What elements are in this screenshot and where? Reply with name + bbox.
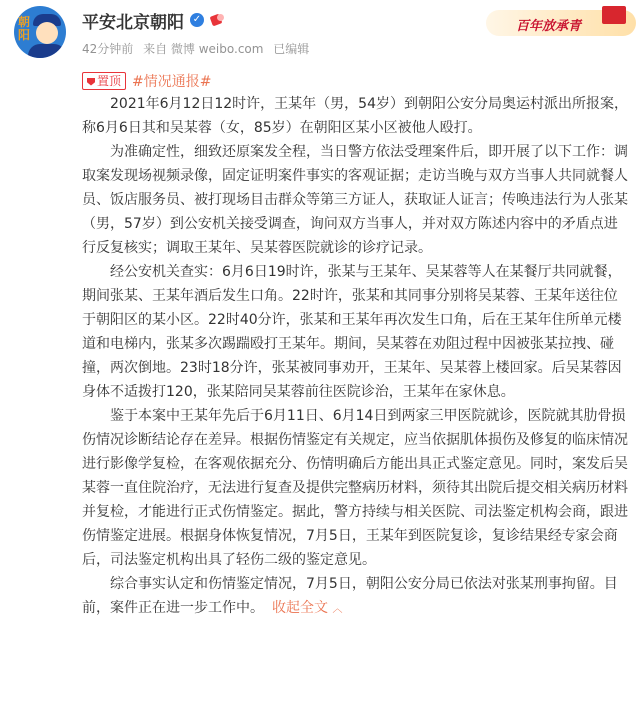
post-tags — [82, 70, 211, 92]
collapse-label[interactable]: 收起全文 — [272, 600, 328, 616]
anniversary-banner — [486, 4, 636, 44]
edited-label[interactable]: 已编辑 — [273, 42, 310, 56]
paragraph-5-text: 综合事实认定和伤情鉴定情况，7月5日，朝阳公安分局已依法对张某刑事拘留。目前，案件正在进一步工作中。 — [82, 576, 618, 616]
banner-text: 百年放承青 — [516, 19, 582, 34]
account-name[interactable]: 平安北京朝阳 — [82, 12, 184, 33]
verified-badge-icon: ✓ — [190, 13, 204, 27]
avatar-face — [36, 22, 58, 44]
chevron-up-icon[interactable]: ︿ — [332, 604, 343, 615]
avatar[interactable] — [14, 6, 66, 58]
paragraph-1: 2021年6月12日12时许，王某年（男，54岁）到朝阳公安分局奥运村派出所报案，称6月6日其和吴某蓉（女，85岁）在朝阳区某小区被他人殴打。 — [82, 96, 628, 136]
account-header — [82, 8, 226, 32]
paragraph-2: 为准确定性，细致还原案发全程，当日警方依法受理案件后，即开展了以下工作：调取案发现场视频录像，固定证明案件事实的客观证据；走访当晚与双方当事人共同就餐人员、饭店服务员、被打现场目击群众等第三方证人，获取证人证言；传唤违法行为人张某（男，57岁）到公安机关接受调查，询问双方当事人，并对双方陈述内容中的矛盾点进行反复核实；调取王某年、吴某蓉医院就诊的诊疗记录。 — [82, 144, 628, 256]
pinned-badge — [82, 72, 126, 90]
avatar-shirt — [28, 44, 66, 58]
collapse-button[interactable] — [272, 600, 342, 616]
post-time[interactable]: 42分钟前 — [82, 42, 134, 56]
paragraph-5 — [82, 572, 630, 622]
vip-badge-icon[interactable] — [210, 13, 226, 27]
pin-icon — [87, 78, 95, 86]
topic-link[interactable]: #情况通报# — [132, 74, 212, 90]
flag-icon — [602, 6, 626, 24]
post-content — [82, 92, 630, 622]
post-meta — [82, 40, 315, 57]
avatar-chars: 朝阳 — [18, 15, 31, 42]
post-source[interactable]: 来自 微博 weibo.com — [143, 42, 264, 56]
paragraph-3: 经公安机关查实：6月6日19时许，张某与王某年、吴某蓉等人在某餐厅共同就餐，期间张某、王某年酒后发生口角。22时许，张某和其同事分别将吴某蓉、王某年送往位于朝阳区的某小区。22时40分许，张某和王某年再次发生口角，后在王某年住所单元楼道和电梯内，张某多次踢踹殴打王某年。期间，吴某蓉在劝阻过程中因被张某拉拽、碰撞，两次倒地。23时18分许，张某被同事劝开，王某年、吴某蓉上楼回家。后吴某蓉因身体不适拨打120，张某陪同吴某蓉前往医院诊治，王某年在家休息。 — [82, 264, 622, 400]
paragraph-4: 鉴于本案中王某年先后于6月11日、6月14日到两家三甲医院就诊，医院就其肋骨损伤情况诊断结论存在差异。根据伤情鉴定有关规定，应当依据肌体损伤及修复的临床情况进行影像学复检，在客观依据充分、伤情明确后方能出具正式鉴定意见。同时，案发后吴某蓉一直住院治疗，无法进行复查及提供完整病历材料，须待其出院后提交相关病历材料并复检，才能进行正式伤情鉴定。据此，警方持续与相关医院、司法鉴定机构会商，跟进伤情鉴定进展。根据身体恢复情况，7月5日，王某年到医院复诊，复诊结果经专家会商后，司法鉴定机构出具了轻伤二级的鉴定意见。 — [82, 408, 628, 568]
pinned-label: 置顶 — [97, 74, 122, 88]
